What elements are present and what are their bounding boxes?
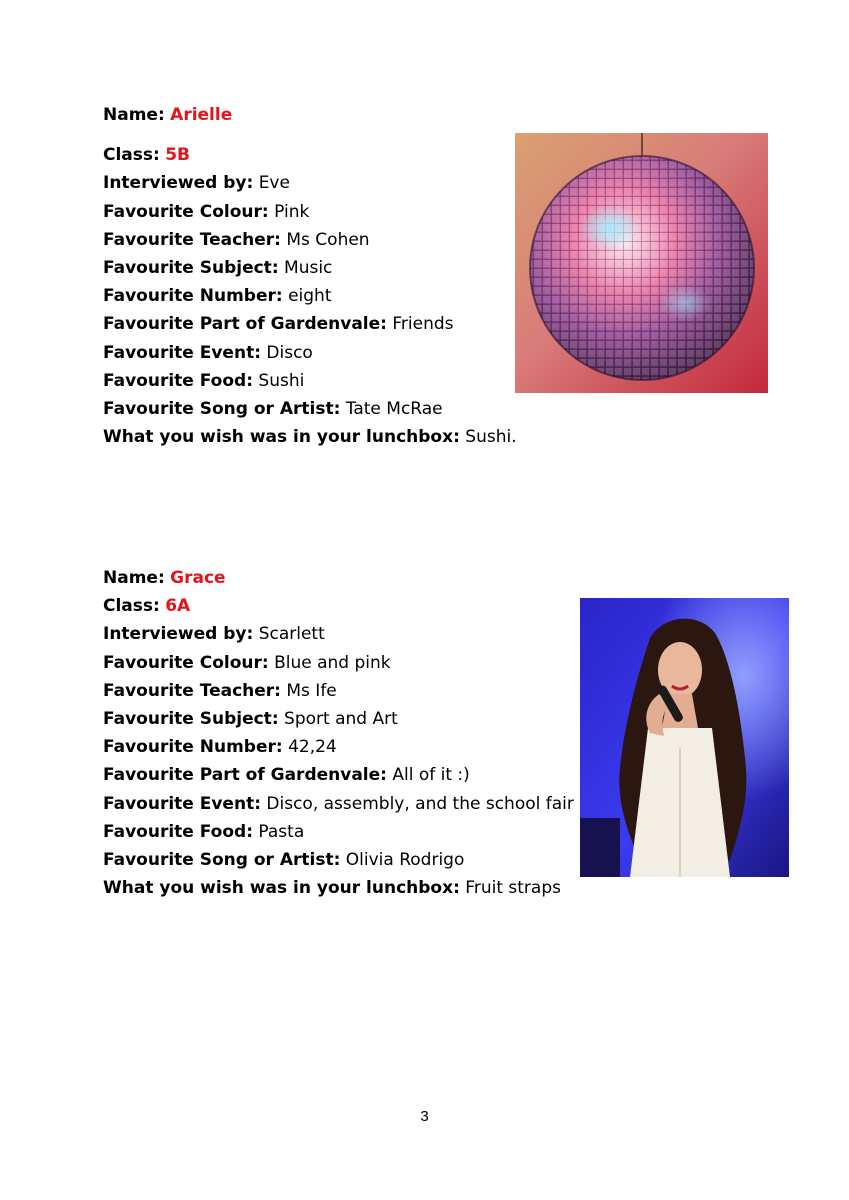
field-label: Favourite Part of Gardenvale:	[103, 765, 387, 786]
field-value: Eve	[258, 173, 290, 194]
field-value: Scarlett	[258, 624, 325, 645]
field-value: Pasta	[258, 821, 305, 842]
field-value: Ms Cohen	[286, 229, 370, 250]
field-label: Favourite Colour:	[103, 652, 269, 673]
field-row-teacher	[103, 226, 583, 254]
field-label: Favourite Song or Artist:	[103, 399, 341, 420]
field-list	[103, 592, 583, 902]
field-value: Sport and Art	[284, 709, 398, 730]
field-label: Favourite Number:	[103, 286, 283, 307]
field-value: Pink	[274, 201, 310, 222]
field-label: Interviewed by:	[103, 173, 254, 194]
field-value: Tate McRae	[345, 399, 443, 420]
field-label: Favourite Number:	[103, 737, 283, 758]
name-value: Arielle	[170, 105, 233, 125]
name-row	[103, 564, 583, 592]
field-row-class	[103, 141, 583, 169]
field-row-class	[103, 592, 583, 620]
field-label: Favourite Subject:	[103, 258, 279, 279]
field-value: Music	[284, 258, 333, 279]
field-value: Ms Ife	[286, 680, 337, 701]
singer-photo	[580, 598, 789, 877]
field-row-lunchbox	[103, 874, 583, 902]
field-label: Interviewed by:	[103, 624, 254, 645]
field-row-teacher	[103, 677, 583, 705]
field-row-food	[103, 367, 583, 395]
field-label: Favourite Subject:	[103, 709, 279, 730]
field-label: Class:	[103, 145, 160, 166]
disco-ball-photo	[515, 133, 768, 393]
field-label: Favourite Food:	[103, 821, 253, 842]
name-row	[103, 101, 583, 129]
field-value: Blue and pink	[274, 652, 391, 673]
field-row-colour	[103, 649, 583, 677]
field-row-interviewer	[103, 169, 583, 197]
field-label: Favourite Event:	[103, 793, 261, 814]
field-value: Disco	[266, 342, 313, 363]
field-label: What you wish was in your lunchbox:	[103, 878, 460, 899]
field-label: Favourite Teacher:	[103, 229, 281, 250]
field-list	[103, 141, 583, 451]
field-row-event	[103, 790, 583, 818]
field-row-subject	[103, 254, 583, 282]
field-row-food	[103, 818, 583, 846]
field-row-number	[103, 282, 583, 310]
name-value: Grace	[170, 568, 226, 588]
field-row-lunchbox	[103, 423, 583, 451]
field-row-part	[103, 310, 583, 338]
field-row-colour	[103, 198, 583, 226]
profile-grace	[103, 564, 583, 902]
field-label: Favourite Event:	[103, 342, 261, 363]
field-value: Olivia Rodrigo	[345, 850, 465, 871]
field-value: 5B	[165, 145, 191, 166]
name-label: Name:	[103, 568, 165, 588]
field-value: Disco, assembly, and the school fair	[266, 793, 574, 814]
name-label: Name:	[103, 105, 165, 125]
field-label: Favourite Colour:	[103, 201, 269, 222]
field-row-song	[103, 846, 583, 874]
field-value: 6A	[165, 596, 191, 617]
field-row-song	[103, 395, 583, 423]
field-value: Friends	[392, 314, 454, 335]
field-row-interviewer	[103, 620, 583, 648]
profile-arielle	[103, 101, 583, 451]
field-row-part	[103, 761, 583, 789]
field-label: Favourite Song or Artist:	[103, 850, 341, 871]
field-label: What you wish was in your lunchbox:	[103, 427, 460, 448]
field-row-event	[103, 339, 583, 367]
singer-icon	[580, 598, 789, 877]
field-value: eight	[288, 286, 332, 307]
field-label: Favourite Part of Gardenvale:	[103, 314, 387, 335]
field-value: Sushi.	[465, 427, 517, 448]
field-label: Favourite Teacher:	[103, 680, 281, 701]
field-value: Sushi	[258, 370, 305, 391]
disco-ball-icon	[515, 133, 768, 393]
field-value: 42,24	[288, 737, 337, 758]
field-label: Favourite Food:	[103, 370, 253, 391]
field-row-number	[103, 733, 583, 761]
page-number: 3	[420, 1108, 429, 1125]
field-value: All of it :)	[392, 765, 470, 786]
field-value: Fruit straps	[465, 878, 561, 899]
field-label: Class:	[103, 596, 160, 617]
field-row-subject	[103, 705, 583, 733]
